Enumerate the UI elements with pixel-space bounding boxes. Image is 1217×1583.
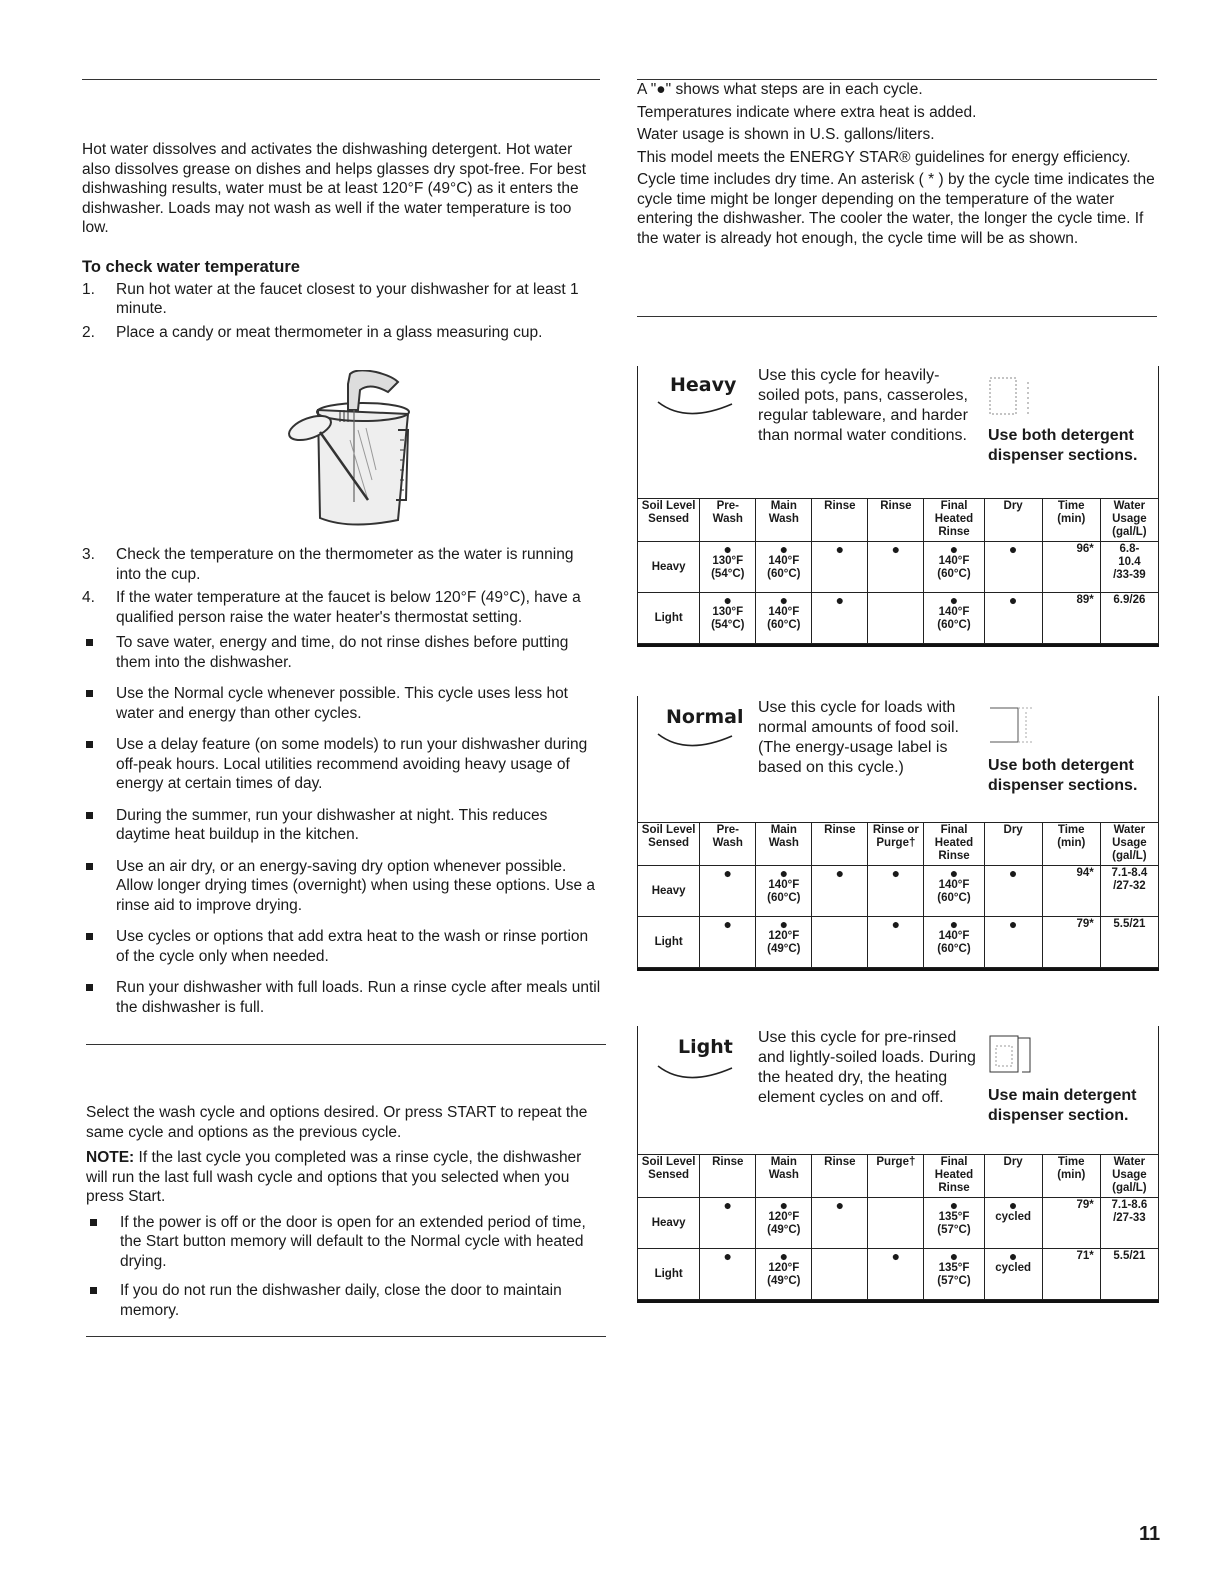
top-left-rule [82,79,600,80]
normal-table-bottom-bar [637,968,1159,971]
column-header: Water Usage (gal/L) [1100,1155,1158,1198]
bullet-item [86,1281,606,1320]
cell-value: (49°C) [767,1275,801,1287]
step-dot-icon: ● [835,865,845,881]
cell-value: 130°F [712,606,744,618]
cell-value: (60°C) [767,619,801,631]
cell-value: 120°F [768,1262,800,1274]
cell-value: 140°F [938,555,970,567]
step-item [82,280,602,319]
normal-cycle-table [637,822,1159,968]
cell-value: 140°F [938,606,970,618]
cell-value: 5.5/21 [1113,918,1146,930]
column-header: Rinse or Purge† [868,823,924,866]
table-cell [756,1198,812,1249]
step-dot-icon: ● [723,592,733,608]
table-cell [984,542,1042,593]
cell-value: (60°C) [767,892,801,904]
cell-value: (54°C) [711,568,745,580]
step-number: 2. [82,323,95,341]
column-header: Main Wash [756,1155,812,1198]
cell-value: (54°C) [711,619,745,631]
table-cell [868,1198,924,1249]
column-header: Purge† [868,1155,924,1198]
table-cell [924,542,984,593]
step-dot-icon: ● [779,592,789,608]
table-cell [700,593,756,644]
cell-value: 135°F [938,1211,970,1223]
column-header: Rinse [812,823,868,866]
cell-value: (60°C) [937,619,971,631]
bullet-text: If you do not run the dishwasher daily, close the door to maintain memory. [120,1282,562,1319]
table-cell [700,917,756,968]
step-dot-icon: ● [1008,916,1018,932]
step-number: 3. [82,546,95,563]
step-dot-icon: ● [723,541,733,557]
column-header: Water Usage (gal/L) [1100,499,1158,542]
light-table-bottom-bar [637,1300,1159,1303]
table-cell [1100,593,1158,644]
info-line: A "●" shows what steps are in each cycle. [637,81,923,98]
info-line: Water usage is shown in U.S. gallons/liters. [637,126,935,143]
bullet-square-icon [86,863,93,870]
step-dot-icon: ● [1008,1248,1018,1264]
step-item [82,323,602,343]
step-dot-icon: ● [1008,592,1018,608]
soil-level-label: Heavy [638,542,700,593]
detergent-dispenser-icon [988,370,1038,425]
table-cell [924,866,984,917]
intro-paragraph: Hot water dissolves and activates the dishwashing detergent. Hot water also dissolves grease on dishes and helps glasses dry spot-free. For best dishwashing results, water must be at least 120°F (49°C) as it enters the dishwasher. Loads may not wash as well if the water temperature is too low. [82,141,587,236]
table-row [638,917,1159,968]
column-header: Rinse [812,1155,868,1198]
column-header: Rinse [812,499,868,542]
table-row [638,1198,1159,1249]
table-cell [700,866,756,917]
bullet-square-icon [86,690,93,697]
bullet-text: Use the Normal cycle whenever possible. This cycle uses less hot water and energy than other cycles. [116,685,568,722]
steps-list-b [82,545,602,627]
cell-value: 140°F [768,555,800,567]
cell-value: 7.1-8.4 [1111,867,1148,879]
cell-value: 140°F [768,606,800,618]
cell-value: cycled [995,1211,1032,1223]
memory-tips-list [86,1213,606,1321]
step-dot-icon: ● [835,1197,845,1213]
heavy-detergent-instruction: Use both detergent dispenser sections. [988,427,1138,464]
bullet-square-icon [90,1219,97,1226]
step-dot-icon: ● [891,541,901,557]
light-cycle-chart [637,1026,1159,1303]
bullet-text: Use cycles or options that add extra heat to the wash or rinse portion of the cycle only when needed. [116,928,589,965]
column-header: Soil Level Sensed [638,823,700,866]
table-cell [1100,542,1158,593]
bullet-item [82,978,602,1017]
table-cell [868,917,924,968]
bullet-item [82,735,602,794]
table-cell [984,593,1042,644]
cycle-swoosh-icon [656,1062,736,1084]
normal-cycle-title: Normal [666,706,744,728]
table-cell [984,866,1042,917]
table-cell [868,593,924,644]
info-line: Temperatures indicate where extra heat is added. [637,103,977,121]
table-cell [812,866,868,917]
table-cell [812,1249,868,1300]
table-cell [984,1249,1042,1300]
bullet-text: Use a delay feature (on some models) to run your dishwasher during off-peak hours. Local utilities recommend avoiding heavy usage of energy at certain times of day. [116,736,588,792]
bullet-item [82,684,602,723]
bullet-square-icon [86,812,93,819]
table-cell [812,542,868,593]
step-dot-icon: ● [723,865,733,881]
cell-value: 96* [1076,543,1094,555]
thermometer-in-cup-illustration [280,370,420,530]
step-number: 1. [82,280,95,298]
table-cell [1042,1198,1100,1249]
cell-value: 79* [1076,918,1094,930]
bullet-item [86,1213,606,1272]
soil-level-label: Light [638,593,700,644]
table-cell [868,542,924,593]
cell-value: cycled [995,1262,1032,1274]
table-cell [924,593,984,644]
table-cell [868,1249,924,1300]
heavy-table-bottom-bar [637,644,1159,647]
table-cell [700,1198,756,1249]
cell-value: /27-33 [1113,1212,1146,1224]
cycle-info-notes [637,80,1162,251]
column-header: Final Heated Rinse [924,1155,984,1198]
table-cell [700,1249,756,1300]
cell-value: (60°C) [767,568,801,580]
table-cell [812,1198,868,1249]
step-dot-icon: ● [779,541,789,557]
step-dot-icon: ● [835,541,845,557]
cell-value: (60°C) [937,892,971,904]
step-dot-icon: ● [723,916,733,932]
table-cell [924,1198,984,1249]
cell-value: 6.8- [1119,543,1140,555]
table-cell [1100,917,1158,968]
step-item [82,588,602,627]
cell-value: 130°F [712,555,744,567]
column-header: Pre- Wash [700,823,756,866]
step-dot-icon: ● [779,1248,789,1264]
column-header: Rinse [868,499,924,542]
cell-value: 120°F [768,930,800,942]
table-cell [1042,917,1100,968]
soil-level-label: Light [638,1249,700,1300]
cell-value: 140°F [768,879,800,891]
table-cell [812,593,868,644]
column-header: Dry [984,1155,1042,1198]
step-text: If the water temperature at the faucet is below 120°F (49°C), have a qualified person raise the water heater's thermostat setting. [116,589,581,626]
steps-list-a [82,280,602,343]
table-header-row [638,823,1159,866]
step-dot-icon: ● [949,865,959,881]
light-cycle-description: Use this cycle for pre-rinsed and lightly-soiled loads. During the heated dry, the heating element cycles on and off. [758,1029,976,1106]
step-dot-icon: ● [891,865,901,881]
table-cell [756,866,812,917]
bullet-square-icon [86,984,93,991]
table-cell [1042,866,1100,917]
cell-value: 135°F [938,1262,970,1274]
step-dot-icon: ● [1008,865,1018,881]
page-number: 11 [1139,1523,1161,1545]
normal-cycle-description: Use this cycle for loads with normal amounts of food soil. (The energy-usage label is based on this cycle.) [758,699,959,776]
table-row [638,1249,1159,1300]
step-dot-icon: ● [949,541,959,557]
cell-value: (60°C) [937,943,971,955]
step-dot-icon: ● [949,1197,959,1213]
step-dot-icon: ● [1008,541,1018,557]
table-cell [1042,593,1100,644]
bottom-left-rule [86,1336,606,1337]
cell-value: /27-32 [1113,880,1146,892]
table-row [638,866,1159,917]
column-header: Soil Level Sensed [638,1155,700,1198]
cell-value: 6.9/26 [1113,594,1146,606]
column-header: Dry [984,499,1042,542]
column-header: Main Wash [756,823,812,866]
step-item [82,545,602,584]
heavy-cycle-description: Use this cycle for heavily-soiled pots, pans, casseroles, regular tableware, and harder than normal water conditions. [758,367,968,444]
cell-value: 7.1-8.6 [1111,1199,1148,1211]
bullet-square-icon [90,1287,97,1294]
info-line: This model meets the ENERGY STAR® guidelines for energy efficiency. [637,148,1131,166]
bullet-item [82,927,602,966]
bullet-text: During the summer, run your dishwasher at night. This reduces daytime heat buildup in the kitchen. [116,806,548,843]
table-cell [756,542,812,593]
step-text: Run hot water at the faucet closest to your dishwasher for at least 1 minute. [116,280,579,317]
bullet-square-icon [86,741,93,748]
table-cell [812,917,868,968]
cell-value: 140°F [938,930,970,942]
column-header: Final Heated Rinse [924,823,984,866]
cell-value: (60°C) [937,568,971,580]
step-dot-icon: ● [779,916,789,932]
table-cell [700,542,756,593]
cycle-swoosh-icon [656,398,736,420]
column-header: Water Usage (gal/L) [1100,823,1158,866]
soil-level-label: Heavy [638,1198,700,1249]
step-dot-icon: ● [779,1197,789,1213]
note-text: If the last cycle you completed was a rinse cycle, the dishwasher will run the last full wash cycle and options that you selected when you press Start. [86,1149,582,1205]
cell-value: 94* [1076,867,1094,879]
table-header-row [638,1155,1159,1198]
step-number: 4. [82,589,95,606]
bullet-text: To save water, energy and time, do not rinse dishes before putting them into the dishwasher. [116,634,569,671]
bullet-text: Use an air dry, or an energy-saving dry option whenever possible. Allow longer drying times (overnight) when using these options. Use a rinse aid to improve drying. [116,857,596,914]
table-cell [756,917,812,968]
cell-value: 5.5/21 [1113,1250,1146,1262]
light-detergent-instruction: Use main detergent dispenser section. [988,1087,1137,1124]
cell-value: 79* [1076,1199,1094,1211]
bullet-text: Run your dishwasher with full loads. Run a rinse cycle after meals until the dishwasher is full. [116,979,601,1016]
step-dot-icon: ● [723,1197,733,1213]
table-row [638,593,1159,644]
table-cell [1042,1249,1100,1300]
heavy-cycle-title: Heavy [670,374,737,396]
step-dot-icon: ● [949,592,959,608]
step-dot-icon: ● [779,865,789,881]
cycle-swoosh-icon [656,730,736,752]
column-header: Soil Level Sensed [638,499,700,542]
heavy-cycle-chart [637,366,1159,647]
check-temperature-heading: To check water temperature [82,257,300,276]
info-bottom-rule [637,316,1157,317]
column-header: Time (min) [1042,499,1100,542]
normal-cycle-chart [637,696,1159,971]
step-dot-icon: ● [949,1248,959,1264]
note-paragraph [86,1148,606,1207]
table-cell [1100,1249,1158,1300]
bullet-square-icon [86,639,93,646]
cell-value: (57°C) [937,1275,971,1287]
cell-value: 10.4 [1118,556,1141,568]
bullet-square-icon [86,933,93,940]
cell-value: 71* [1076,1250,1094,1262]
detergent-dispenser-icon [988,702,1048,757]
soil-level-label: Light [638,917,700,968]
bullet-item [82,633,602,672]
column-header: Main Wash [756,499,812,542]
column-header: Final Heated Rinse [924,499,984,542]
column-header: Pre- Wash [700,499,756,542]
step-dot-icon: ● [1008,1197,1018,1213]
step-dot-icon: ● [723,1248,733,1264]
table-row [638,542,1159,593]
step-text: Check the temperature on the thermometer as the water is running into the cup. [116,546,574,583]
table-cell [1042,542,1100,593]
middle-left-rule [86,1044,606,1045]
column-header: Rinse [700,1155,756,1198]
heavy-cycle-table [637,498,1159,644]
cell-value: /33-39 [1113,569,1146,581]
cell-value: 140°F [938,879,970,891]
energy-tips-list [82,633,602,1017]
cell-value: (57°C) [937,1224,971,1236]
bullet-item [82,806,602,845]
cell-value: (49°C) [767,943,801,955]
table-cell [756,1249,812,1300]
table-header-row [638,499,1159,542]
normal-detergent-instruction: Use both detergent dispenser sections. [988,757,1138,794]
step-dot-icon: ● [949,916,959,932]
table-cell [924,917,984,968]
step-text: Place a candy or meat thermometer in a glass measuring cup. [116,323,543,341]
column-header: Time (min) [1042,823,1100,866]
info-line: Cycle time includes dry time. An asterisk ( * ) by the cycle time indicates the cycle time might be longer depending on the temperature of the water entering the dishwasher. The cooler the water, the longer the cycle time. If the water is already hot enough, the cycle time will be as shown. [637,171,1155,247]
light-cycle-title: Light [678,1036,733,1058]
cell-value: (49°C) [767,1224,801,1236]
select-cycle-paragraph: Select the wash cycle and options desired. Or press START to repeat the same cycle and options as the previous cycle. [86,1104,588,1141]
table-cell [868,866,924,917]
light-cycle-table [637,1154,1159,1300]
detergent-dispenser-icon [988,1030,1048,1085]
table-cell [756,593,812,644]
table-cell [1100,1198,1158,1249]
step-dot-icon: ● [891,1248,901,1264]
table-cell [1100,866,1158,917]
soil-level-label: Heavy [638,866,700,917]
column-header: Time (min) [1042,1155,1100,1198]
cell-value: 120°F [768,1211,800,1223]
note-label: NOTE: [86,1149,135,1166]
step-dot-icon: ● [835,592,845,608]
bullet-text: If the power is off or the door is open for an extended period of time, the Start button memory will default to the Normal cycle with heated drying. [120,1213,586,1270]
table-cell [984,917,1042,968]
step-dot-icon: ● [891,916,901,932]
cell-value: 89* [1076,594,1094,606]
table-cell [984,1198,1042,1249]
table-cell [924,1249,984,1300]
bullet-item [82,857,602,916]
column-header: Dry [984,823,1042,866]
